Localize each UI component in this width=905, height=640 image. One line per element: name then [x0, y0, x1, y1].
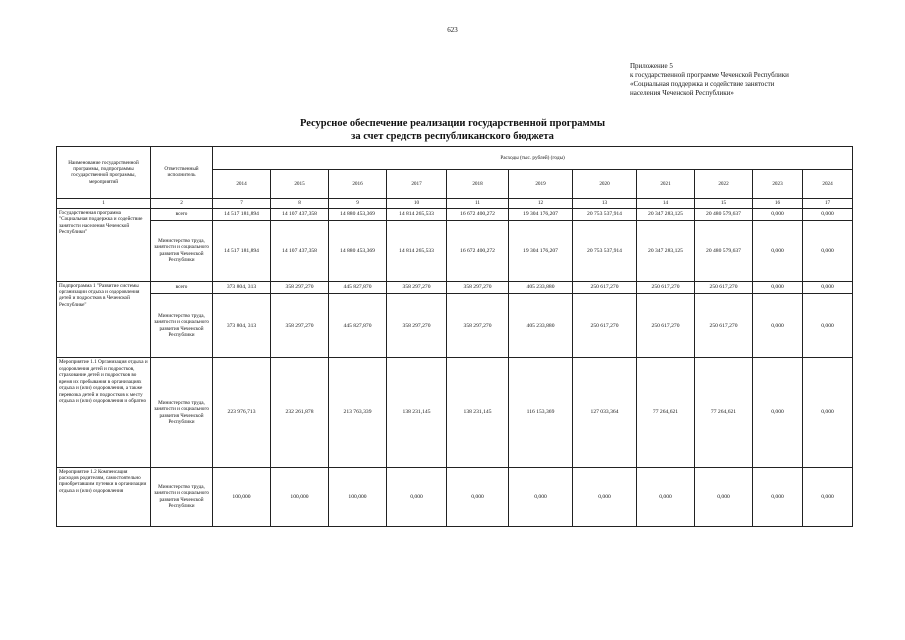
expense-value-cell: 358 297,270 [387, 294, 447, 358]
expense-value-cell: 0,000 [447, 467, 509, 526]
expense-value-cell: 0,000 [753, 467, 803, 526]
table-row [57, 221, 853, 281]
expense-value-cell: 373 804, 313 [213, 294, 271, 358]
column-number-cell: 14 [637, 198, 695, 208]
expense-value-cell: 127 033,364 [573, 358, 637, 467]
expense-value-cell: 14 814 265,533 [387, 208, 447, 220]
expense-value-cell: 138 231,145 [387, 358, 447, 467]
expense-value-cell: 16 672 400,272 [447, 221, 509, 281]
header-executor-cell: Ответственный исполнитель [151, 147, 213, 199]
expense-value-cell: 250 617,270 [695, 294, 753, 358]
expense-value-cell: 0,000 [753, 294, 803, 358]
program-name-cell: Мероприятие 1.2 Компенсация расходов родителям, самостоятельно приобретавшим путевки в организации отдыха и (или) оздоровления [57, 467, 151, 526]
expense-value-cell: 14 107 437,358 [271, 221, 329, 281]
resource-table [56, 146, 853, 527]
year-header-cell: 2015 [271, 169, 329, 198]
executor-cell: Министерство труда, занятости и социального развития Чеченской Республики [151, 221, 213, 281]
expense-value-cell: 0,000 [803, 467, 853, 526]
expense-value-cell: 358 297,270 [387, 281, 447, 293]
expense-value-cell: 138 231,145 [447, 358, 509, 467]
expense-value-cell: 0,000 [637, 467, 695, 526]
expense-value-cell: 14 517 181,894 [213, 208, 271, 220]
column-number-cell: 13 [573, 198, 637, 208]
expense-value-cell: 14 880 453,369 [329, 208, 387, 220]
column-number-cell: 10 [387, 198, 447, 208]
year-header-cell: 2018 [447, 169, 509, 198]
expense-value-cell: 19 304 176,207 [509, 208, 573, 220]
expense-value-cell: 250 617,270 [573, 294, 637, 358]
expense-value-cell: 116 153,369 [509, 358, 573, 467]
year-header-cell: 2023 [753, 169, 803, 198]
expense-value-cell: 100,000 [329, 467, 387, 526]
expense-value-cell: 14 517 181,894 [213, 221, 271, 281]
executor-cell: всего [151, 281, 213, 293]
expense-value-cell: 405 233,880 [509, 294, 573, 358]
expense-value-cell: 0,000 [753, 208, 803, 220]
table-row [57, 358, 853, 467]
expense-value-cell: 77 264,621 [695, 358, 753, 467]
expense-value-cell: 20 753 537,914 [573, 208, 637, 220]
expense-value-cell: 250 617,270 [573, 281, 637, 293]
expense-value-cell: 0,000 [803, 281, 853, 293]
expense-value-cell: 0,000 [695, 467, 753, 526]
appendix-line: к государственной программе Чеченской Республики [630, 71, 789, 79]
expense-value-cell: 358 297,270 [447, 281, 509, 293]
expense-value-cell: 20 480 579,637 [695, 221, 753, 281]
expense-value-cell: 16 672 400,272 [447, 208, 509, 220]
expense-value-cell: 250 617,270 [695, 281, 753, 293]
year-header-cell: 2014 [213, 169, 271, 198]
expense-value-cell: 20 480 579,637 [695, 208, 753, 220]
appendix-line: Приложение 5 [630, 62, 673, 70]
expense-value-cell: 213 763,339 [329, 358, 387, 467]
column-number-cell: 12 [509, 198, 573, 208]
expense-value-cell: 100,000 [213, 467, 271, 526]
expense-value-cell: 232 261,878 [271, 358, 329, 467]
table-row [57, 281, 853, 293]
column-number-cell: 15 [695, 198, 753, 208]
column-number-cell: 7 [213, 198, 271, 208]
program-name-cell: Подпрограмма 1 "Развитие системы организации отдыха и оздоровления детей и подростков в Чеченской Республике" [57, 281, 151, 358]
program-name-cell: Государственная программа "Социальная поддержка и содействие занятости населения Чеченской Республики" [57, 208, 151, 281]
table-row [57, 294, 853, 358]
year-header-cell: 2020 [573, 169, 637, 198]
program-name-cell: Мероприятие 1.1 Организация отдыха и оздоровления детей и подростков, страхование детей и подростков во время их пребывания в организациях отдыха и (или) оздоровления, а также перевозка детей и подростков к месту отдыха и (или) оздоровления и обратно [57, 358, 151, 467]
expense-value-cell: 0,000 [387, 467, 447, 526]
expense-value-cell: 405 233,880 [509, 281, 573, 293]
expense-value-cell: 250 617,270 [637, 281, 695, 293]
expense-value-cell: 19 304 176,207 [509, 221, 573, 281]
expense-value-cell: 250 617,270 [637, 294, 695, 358]
title-line: Ресурсное обеспечение реализации государственной программы [299, 118, 606, 129]
table-row [57, 208, 853, 220]
expense-value-cell: 0,000 [509, 467, 573, 526]
expense-value-cell: 0,000 [753, 221, 803, 281]
header-name-cell: Наименование государственной программы, подпрограммы государственной программы, мероприятий [57, 147, 151, 199]
year-header-cell: 2019 [509, 169, 573, 198]
executor-cell: Министерство труда, занятости и социального развития Чеченской Республики [151, 467, 213, 526]
expense-value-cell: 100,000 [271, 467, 329, 526]
page-number: 623 [447, 26, 458, 34]
expense-value-cell: 223 976,713 [213, 358, 271, 467]
document-title [0, 117, 905, 143]
column-number-cell: 11 [447, 198, 509, 208]
executor-cell: Министерство труда, занятости и социального развития Чеченской Республики [151, 358, 213, 467]
appendix-note [630, 62, 789, 98]
expense-value-cell: 0,000 [753, 358, 803, 467]
table-row [57, 467, 853, 526]
appendix-line: «Социальная поддержка и содействие занятости [630, 80, 775, 88]
expense-value-cell: 14 880 453,369 [329, 221, 387, 281]
expense-value-cell: 358 297,270 [271, 294, 329, 358]
expense-value-cell: 20 347 283,125 [637, 221, 695, 281]
expense-value-cell: 14 814 265,533 [387, 221, 447, 281]
year-header-cell: 2022 [695, 169, 753, 198]
column-number-cell: 9 [329, 198, 387, 208]
expense-value-cell: 0,000 [573, 467, 637, 526]
expense-value-cell: 0,000 [803, 208, 853, 220]
expense-value-cell: 0,000 [753, 281, 803, 293]
appendix-line: населения Чеченской Республики» [630, 89, 734, 97]
expense-value-cell: 14 107 437,358 [271, 208, 329, 220]
expense-value-cell: 20 347 283,125 [637, 208, 695, 220]
table-colnum-row [57, 198, 853, 208]
expense-value-cell: 358 297,270 [271, 281, 329, 293]
executor-cell: Министерство труда, занятости и социального развития Чеченской Республики [151, 294, 213, 358]
year-header-cell: 2021 [637, 169, 695, 198]
expense-value-cell: 358 297,270 [447, 294, 509, 358]
expense-value-cell: 0,000 [803, 221, 853, 281]
executor-cell: всего [151, 208, 213, 220]
table-header-row [57, 147, 853, 170]
expense-value-cell: 373 804, 313 [213, 281, 271, 293]
column-number-cell: 16 [753, 198, 803, 208]
expense-value-cell: 445 827,870 [329, 294, 387, 358]
expense-value-cell: 0,000 [803, 294, 853, 358]
expense-value-cell: 77 264,621 [637, 358, 695, 467]
year-header-cell: 2017 [387, 169, 447, 198]
column-number-cell: 2 [151, 198, 213, 208]
year-header-cell: 2024 [803, 169, 853, 198]
expense-value-cell: 20 753 537,914 [573, 221, 637, 281]
column-number-cell: 1 [57, 198, 151, 208]
year-header-cell: 2016 [329, 169, 387, 198]
column-number-cell: 17 [803, 198, 853, 208]
header-expenses-cell: Расходы (тыс. рублей) (годы) [213, 147, 853, 170]
expense-value-cell: 445 827,870 [329, 281, 387, 293]
title-line: за счет средств республиканского бюджета [351, 131, 554, 142]
column-number-cell: 8 [271, 198, 329, 208]
expense-value-cell: 0,000 [803, 358, 853, 467]
